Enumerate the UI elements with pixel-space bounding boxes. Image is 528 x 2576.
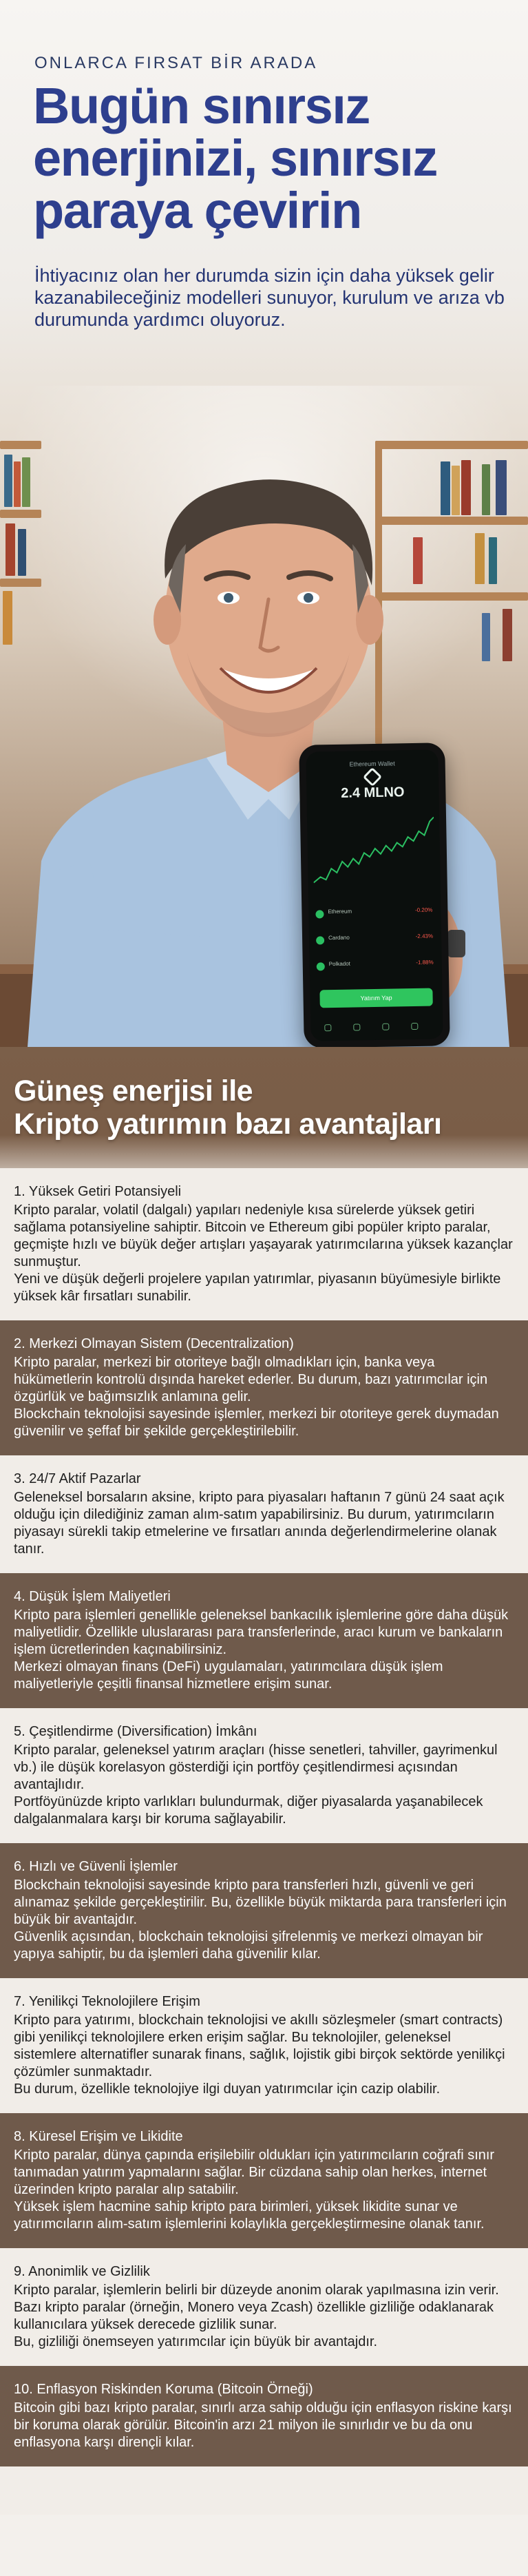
advantage-body: Kripto paralar, dünya çapında erişilebilir oldukları için yatırımcıların coğrafi sınır tanımadan yatırım yapmalarını sağlar. Bir cüzdana sahip olan herkes, internet üzerinden kripto paralar alıp satabilir. (14, 2148, 495, 2197)
advantage-body: Kripto para işlemleri genellikle geleneksel bankacılık işlemlerine göre daha düşük maliyetlidir. Özellikle uluslararası para transferlerinde, aracı kurum ve bankaların işlem ücretlerinden kaçınabilirsiniz. (14, 1608, 509, 1657)
advantage-item (0, 1573, 528, 1708)
advantage-item (0, 2248, 528, 2366)
advantage-heading: 6. Hızlı ve Güvenli İşlemler (14, 1859, 178, 1874)
asset-name: Cardano (328, 934, 350, 942)
home-icon (324, 1024, 331, 1031)
advantages-list (0, 1168, 528, 2466)
app-logo-icon (363, 767, 382, 787)
advantage-item (0, 1168, 528, 1320)
advantage-body: Kripto para yatırımı, blockchain teknolojisi ve akıllı sözleşmeler (smart contracts) gibi yenilikçi teknolojilere erken erişim sağlar. Bu teknolojiler, geleneksel sistemlere alternatifler sunarak finans, sağlık, lojistik gibi birçok sektörde yenilikçi çözümler sunmaktadır. (14, 2013, 505, 2079)
coin-icon (315, 910, 324, 918)
advantage-body: Bitcoin gibi bazı kripto paralar, sınırlı arza sahip olduğu için enflasyon riskine karşı bir koruma olarak görülür. Bitcoin'in arzı 21 milyon ile sınırlıdır ve bu da onu enflasyona karşı dirençli kılar. (14, 2400, 512, 2450)
eyebrow-text: ONLARCA FIRSAT BİR ARADA (34, 54, 318, 72)
advantage-heading: 2. Merkezi Olmayan Sistem (Decentralization) (14, 1336, 294, 1351)
advantage-body: Bu, gizliliği önemseyen yatırımcılar için büyük bir avantajdır. (14, 2334, 378, 2349)
asset-change: -2.43% (415, 933, 434, 939)
advantage-body: Blockchain teknolojisi sayesinde kripto para transferleri hızlı, güvenli ve geri alınamaz şekilde gerçekleştirilir. Bu, özellikle büyük miktarda para transferleri için büyük bir avantajdır. (14, 1878, 507, 1927)
advantage-heading: 1. Yüksek Getiri Potansiyeli (14, 1184, 182, 1199)
hero-subtitle: İhtiyacınız olan her durumda sizin için daha yüksek gelir kazanabileceğiniz modelleri sunuyor, kurulum ve arıza vb durumunda yardımcı oluyoruz. (34, 265, 505, 330)
advantage-item (0, 1320, 528, 1455)
settings-icon (411, 1023, 418, 1030)
advantage-item (0, 1708, 528, 1843)
smartphone (299, 742, 450, 1047)
advantages-section (0, 1047, 528, 2515)
hero-headline (33, 77, 501, 239)
advantage-body: Kripto paralar, merkezi bir otoriteye bağlı olmadıkları için, banka veya hükümetlerin kontrolü dışında hareket ederler. Bu durum, bazı yatırımcılar için özgürlük ve bağımsızlık anlamına gelir. (14, 1355, 488, 1404)
title-line: Güneş enerjisi ile (14, 1074, 253, 1108)
phone-app-title: Ethereum Wallet (349, 760, 395, 768)
advantage-body: Kripto paralar, işlemlerin belirli bir düzeyde anonim olarak yapılmasına izin verir. Bazı kripto paralar (örneğin, Monero veya Zcash) özellikle gizliliğe odaklanarak kullanıcılara yüksek derecede gizlilik sunar. (14, 2283, 499, 2332)
advantage-heading: 7. Yenilikçi Teknolojilere Erişim (14, 1994, 200, 2009)
chart-icon (353, 1024, 360, 1030)
headline-line: enerjinizi, sınırsız (33, 129, 437, 187)
smiling-man-illustration (0, 324, 528, 1047)
page-footer-space (0, 2466, 528, 2515)
advantage-heading: 10. Enflasyon Riskinden Koruma (Bitcoin Örneği) (14, 2382, 313, 2397)
advantage-body: Merkezi olmayan finans (DeFi) uygulamaları, yatırımcılara düşük işlem maliyetleriyle çeşitli finansal hizmetlere erişim sunar. (14, 1659, 443, 1692)
advantage-body: Kripto paralar, volatil (dalgalı) yapıları nedeniyle kısa sürelerde yüksek getiri sağlama potansiyeline sahiptir. Bitcoin ve Ethereum gibi popüler kripto paralar, geçmişte hızlı ve büyük değer artışları yaşayarak yatırımcılarına yüksek kazançlar sunmuştur. (14, 1203, 513, 1269)
advantage-heading: 5. Çeşitlendirme (Diversification) İmkânı (14, 1724, 257, 1739)
advantage-body: Güvenlik açısından, blockchain teknolojisi şifrelenmiş ve merkezi olmayan bir yapıya sahiptir, bu da işlemleri daha güvenilir kılar. (14, 1929, 483, 1962)
advantage-item (0, 1455, 528, 1573)
asset-change: -1.88% (416, 959, 434, 966)
advantage-body: Portföyünüzde kripto varlıkları bulundurmak, diğer piyasalarda yaşanabilecek dalgalanmalara karşı bir koruma sağlayabilir. (14, 1794, 483, 1827)
phone-asset-row (315, 904, 432, 926)
advantage-body: Bu durum, özellikle teknolojiye ilgi duyan yatırımcılar için cazip olabilir. (14, 2081, 441, 2097)
phone-bottom-nav (310, 1019, 443, 1034)
hero-section (0, 0, 528, 1047)
coin-icon (316, 936, 324, 944)
phone-invest-button: Yatırım Yap (319, 988, 432, 1008)
advantage-heading: 8. Küresel Erişim ve Likidite (14, 2129, 183, 2144)
phone-price-chart (313, 811, 435, 896)
headline-line: Bugün sınırsız (33, 77, 370, 134)
asset-change: -0.20% (414, 906, 433, 913)
advantage-body: Kripto paralar, geleneksel yatırım araçları (hisse senetleri, tahviller, gayrimenkul vb.) ile düşük korelasyon gösterdiği için portföy çeşitlendirmesi açısından avantajlıdır. (14, 1743, 498, 1792)
phone-logo-text: 2.4 MLNO (341, 785, 405, 801)
advantage-heading: 3. 24/7 Aktif Pazarlar (14, 1471, 141, 1486)
advantage-body: Blockchain teknolojisi sayesinde işlemler, merkezi bir otoriteye gerek duymadan güvenilir ve şeffaf bir şekilde gerçekleştirilebilir. (14, 1406, 499, 1439)
asset-name: Ethereum (328, 908, 352, 915)
phone-screen (306, 749, 443, 1041)
advantage-item (0, 1978, 528, 2113)
advantage-heading: 4. Düşük İşlem Maliyetleri (14, 1589, 171, 1604)
advantage-body: Geleneksel borsaların aksine, kripto para piyasaları haftanın 7 günü 24 saat açık olduğu için dilediğiniz zaman alım-satım yapabilirsiniz. Bu durum, yatırımcıların piyasayı sürekli takip etmelerine ve fırsatları anında değerlendirmelerine olanak tanır. (14, 1490, 505, 1557)
advantage-item (0, 2366, 528, 2466)
advantages-title (0, 1047, 528, 1168)
advantage-body: Yüksek işlem hacmine sahip kripto para birimleri, yüksek likidite sunar ve yatırımcıların alım-satım işlemlerini kolaylıkla gerçekleştirmesine olanak tanır. (14, 2199, 485, 2232)
advantage-item (0, 2113, 528, 2248)
headline-line: paraya çevirin (33, 182, 361, 239)
asset-name: Polkadot (328, 960, 350, 968)
coin-icon (317, 962, 325, 970)
phone-asset-row (317, 957, 434, 978)
wallet-icon (382, 1024, 389, 1030)
advantage-heading: 9. Anonimlik ve Gizlilik (14, 2264, 150, 2279)
advantage-body: Yeni ve düşük değerli projelere yapılan yatırımlar, piyasanın büyümesiyle birlikte yüksek kâr fırsatları sunabilir. (14, 1271, 501, 1304)
advantage-item (0, 1843, 528, 1978)
phone-asset-row (316, 931, 433, 952)
title-line: Kripto yatırımın bazı avantajları (14, 1108, 442, 1141)
